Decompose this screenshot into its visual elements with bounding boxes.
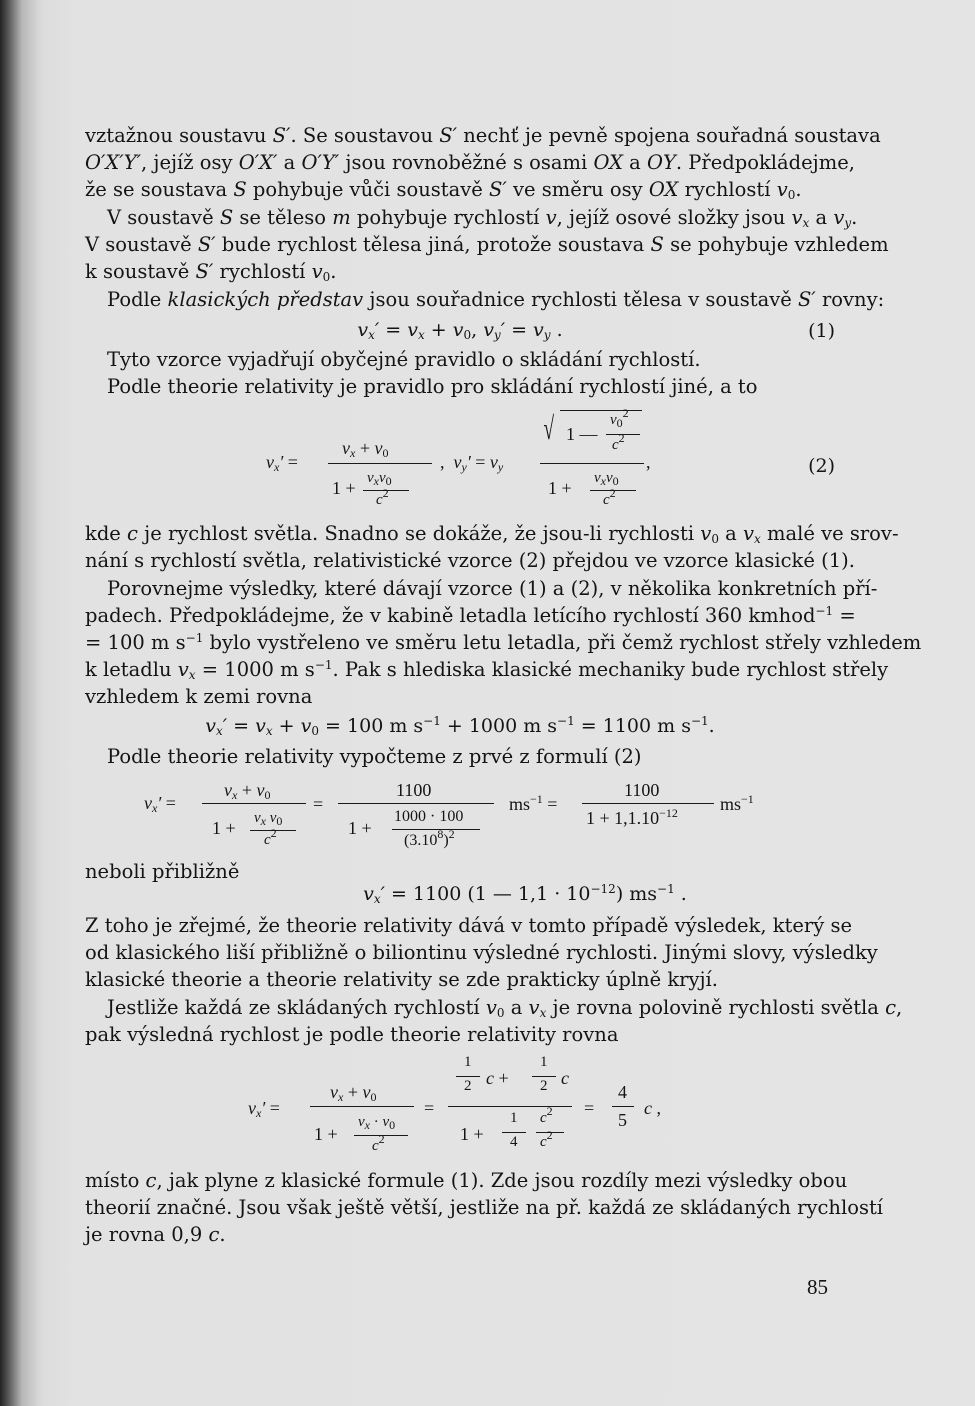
text-line: Jestliže každá ze skládaných rychlostí $v_0$ a $v_x$ je rovna polovině rychlosti světla c,	[107, 996, 903, 1020]
text-line: Podle theorie relativity vypočteme z prvé z formulí (2)	[107, 745, 642, 768]
text-line: místo c, jak plyne z klasické formule (1). Zde jsou rozdíly mezi výsledky obou	[85, 1169, 848, 1192]
book-page: vztažnou soustavu S′. Se soustavou S′ nechť je pevně spojena souřadná soustava O′X′Y′, jejíž osy O′X′ a O′Y′ jsou rovnoběžné s osami OX a OY. Předpokládejme, že se soustava S pohybuje vůči soustavě S′ ve směru osy OX rychlostí $v_0$. V soustavě S se těleso m pohybuje rychlostí v, jejíž osové složky jsou $v_x$ a $v_y$. V soustavě S′ bude rychlost tělesa jiná, protože soustava S se pohybuje vzhledem k soustavě S′ rychlostí $v_0$. Podle klasických představ jsou souřadnice rychlosti tělesa v soustavě S′ rovny: $v_x' = v_x + v_0$, $v_y' = v_y$ . (1) Tyto vzorce vyjadřují obyčejné pravidlo o skládání rychlostí. Podle theorie relativity je pravidlo pro skládání rychlostí jiné, a to $v_x'$ = $v_x + v_0$ 1 + $v_xv_0$ $c^2$ , $v_y' = v_y$ √ 1 — $v_0^2$ $c^2$ 1 + $v_xv_0$ $c^2$ , (2) kde c je rychlost světla. Snadno se dokáže, že jsou-li rychlosti $v_0$ a $v_x$ malé ve srov- nání s rychlostí světla, relativistické vzorce (2) přejdou ve vzorce klasické (1). Porovnejme výsledky, které dávají vzorce (1) a (2), v několika konkretních pří- padech. Předpokládejme, že v kabině letadla letícího rychlostí 360 kmhod$^{-1}$ = = 100 m $s^{-1}$ bylo vystřeleno ve směru letu letadla, při čemž rychlost střely vzhledem k letadlu $v_x = 1000$ m $s^{-1}$. Pak s hlediska klasické mechaniky bude rychlost střely vzhledem k zemi rovna $v_x' = v_x + v_0 = 100$ m $s^{-1} + 1000$ m $s^{-1} = 1100$ m $s^{-1}$. Podle theorie relativity vypočteme z prvé z formulí (2) $v_x'$ = $v_x + v_0$ 1 + $v_x$ $v_0$ $c^2$ = 1100 1 + 1000 · 100 $(3.10^8)^2$ $ms^{-1}$ = 1100 $1 + 1,1.10^{-12}$ $ms^{-1}$ neboli přibližně $v_x' = 1100$ (1 — $1,1 \cdot 10^{-12}$) $ms^{-1}$ . Z toho je zřejmé, že theorie relativity dává v tomto případě výsledek, který se od klasického liší přibližně o biliontinu výsledné rychlosti. Jinými slovy, výsledky klasické theorie a theorie relativity se zde prakticky úplně kryjí. Jestliže každá ze skládaných rychlostí $v_0$ a $v_x$ je rovna polovině rychlosti světla c, pak výsledná rychlost je podle theorie relativity rovna $v_x'$ = $v_x + v_0$ 1 + $v_x \cdot v_0$ $c^2$ = 1 2 c + 1 2 c 1 + 1 4 $c^2$ $c^2$ = 4 5 c , místo c, jak plyne z klasické formule (1). Zde jsou rozdíly mezi výsledky obou theorií značné. Jsou však ještě větší, jestliže na př. každá ze skládaných rychlostí je rovna 0,9 c. 85	[0, 0, 975, 1406]
text-line: nání s rychlostí světla, relativistické vzorce (2) přejdou ve vzorce klasické (1).	[85, 549, 855, 572]
text-line: Z toho je zřejmé, že theorie relativity dává v tomto případě výsledek, který se	[85, 914, 853, 937]
text-line: Porovnejme výsledky, které dávají vzorce (1) a (2), v několika konkretních pří-	[107, 577, 878, 600]
equation-number-1: (1)	[808, 320, 835, 342]
equation-1: $v_x' = v_x + v_0$, $v_y' = v_y$ .	[357, 319, 563, 342]
text-line: Tyto vzorce vyjadřují obyčejné pravidlo o skládání rychlostí.	[107, 348, 701, 371]
equation-5: $v_x' = 1100$ (1 — $1,1 \cdot 10^{-12}$) $ms^{-1}$ .	[363, 882, 687, 906]
text-line: k letadlu $v_x = 1000$ m $s^{-1}$. Pak s hlediska klasické mechaniky bude rychlost střely	[85, 658, 889, 682]
text-line: že se soustava S pohybuje vůči soustavě S′ ve směru osy OX rychlostí $v_0$.	[85, 178, 802, 202]
equation-3: $v_x' = v_x + v_0 = 100$ m $s^{-1} + 1000$ m $s^{-1} = 1100$ m $s^{-1}$.	[205, 714, 715, 738]
text-line: je rovna 0,9 c.	[85, 1223, 226, 1246]
text-line: neboli přibližně	[85, 860, 240, 883]
text-line: k soustavě S′ rychlostí $v_0$.	[85, 260, 337, 284]
equation-number-2: (2)	[808, 455, 835, 477]
page-number: 85	[807, 1275, 828, 1299]
text-line: O′X′Y′, jejíž osy O′X′ a O′Y′ jsou rovnoběžné s osami OX a OY. Předpokládejme,	[85, 151, 855, 174]
text-line: pak výsledná rychlost je podle theorie relativity rovna	[85, 1023, 619, 1046]
text-line: vztažnou soustavu S′. Se soustavou S′ nechť je pevně spojena souřadná soustava	[85, 124, 881, 147]
text-line: V soustavě S se těleso m pohybuje rychlostí v, jejíž osové složky jsou $v_x$ a $v_y$.	[107, 206, 858, 230]
text-line: od klasického liší přibližně o biliontinu výsledné rychlosti. Jinými slovy, výsledky	[85, 941, 878, 964]
text-line: V soustavě S′ bude rychlost tělesa jiná, protože soustava S se pohybuje vzhledem	[85, 233, 889, 256]
text-line: vzhledem k zemi rovna	[85, 685, 313, 708]
text-line: Podle klasických představ jsou souřadnice rychlosti tělesa v soustavě S′ rovny:	[107, 288, 885, 311]
text-line: Podle theorie relativity je pravidlo pro skládání rychlostí jiné, a to	[107, 375, 758, 398]
text-line: klasické theorie a theorie relativity se zde prakticky úplně kryjí.	[85, 968, 718, 991]
text-line: padech. Předpokládejme, že v kabině letadla letícího rychlostí 360 kmhod$^{-1}$ =	[85, 604, 856, 627]
text-line: = 100 m $s^{-1}$ bylo vystřeleno ve směru letu letadla, při čemž rychlost střely vzhledem	[85, 631, 922, 654]
text-line: theorií značné. Jsou však ještě větší, jestliže na př. každá ze skládaných rychlostí	[85, 1196, 884, 1219]
text-line: kde c je rychlost světla. Snadno se dokáže, že jsou-li rychlosti $v_0$ a $v_x$ malé ve srov-	[85, 522, 899, 546]
